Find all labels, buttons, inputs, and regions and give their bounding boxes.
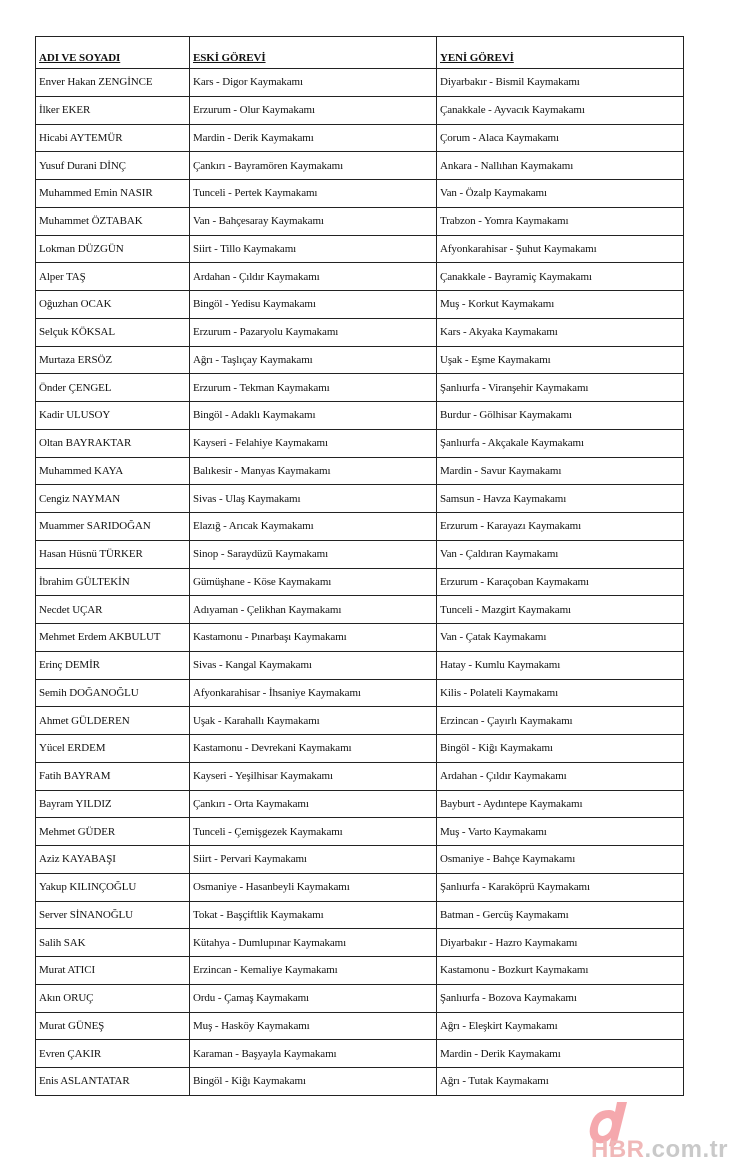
table-row	[36, 957, 684, 985]
watermark-brand: HBR	[591, 1136, 645, 1163]
cell-old-position: Ağrı - Taşlıçay Kaymakamı	[190, 346, 437, 374]
cell-old-position: Van - Bahçesaray Kaymakamı	[190, 207, 437, 235]
cell-new-position: Kilis - Polateli Kaymakamı	[437, 679, 684, 707]
table-row	[36, 679, 684, 707]
cell-new-position: Uşak - Eşme Kaymakamı	[437, 346, 684, 374]
table-row	[36, 346, 684, 374]
cell-name: Murtaza ERSÖZ	[36, 346, 190, 374]
cell-new-position: Muş - Varto Kaymakamı	[437, 818, 684, 846]
cell-name: Alper TAŞ	[36, 263, 190, 291]
cell-name: Enver Hakan ZENGİNCE	[36, 69, 190, 97]
table-row	[36, 596, 684, 624]
cell-name: Murat ATICI	[36, 957, 190, 985]
table-row	[36, 901, 684, 929]
cell-new-position: Erzincan - Çayırlı Kaymakamı	[437, 707, 684, 735]
cell-old-position: Elazığ - Arıcak Kaymakamı	[190, 513, 437, 541]
cell-new-position: Şanlıurfa - Karaköprü Kaymakamı	[437, 873, 684, 901]
watermark-tld: .com.tr	[644, 1136, 729, 1163]
header-name: ADI VE SOYADI	[36, 37, 190, 69]
cell-name: Salih SAK	[36, 929, 190, 957]
cell-name: Akın ORUÇ	[36, 984, 190, 1012]
cell-new-position: Tunceli - Mazgirt Kaymakamı	[437, 596, 684, 624]
table-row	[36, 984, 684, 1012]
cell-name: Önder ÇENGEL	[36, 374, 190, 402]
table-row	[36, 1012, 684, 1040]
cell-new-position: Erzurum - Karaçoban Kaymakamı	[437, 568, 684, 596]
cell-new-position: Van - Çatak Kaymakamı	[437, 624, 684, 652]
cell-new-position: Erzurum - Karayazı Kaymakamı	[437, 513, 684, 541]
cell-old-position: Sinop - Saraydüzü Kaymakamı	[190, 540, 437, 568]
cell-name: Bayram YILDIZ	[36, 790, 190, 818]
table-row	[36, 124, 684, 152]
cell-new-position: Van - Çaldıran Kaymakamı	[437, 540, 684, 568]
table-row	[36, 318, 684, 346]
cell-new-position: Afyonkarahisar - Şuhut Kaymakamı	[437, 235, 684, 263]
table-row	[36, 180, 684, 208]
table-row	[36, 1040, 684, 1068]
cell-old-position: Gümüşhane - Köse Kaymakamı	[190, 568, 437, 596]
cell-new-position: Diyarbakır - Bismil Kaymakamı	[437, 69, 684, 97]
cell-old-position: Erzurum - Pazaryolu Kaymakamı	[190, 318, 437, 346]
cell-old-position: Karaman - Başyayla Kaymakamı	[190, 1040, 437, 1068]
cell-old-position: Çankırı - Orta Kaymakamı	[190, 790, 437, 818]
cell-new-position: Şanlıurfa - Viranşehir Kaymakamı	[437, 374, 684, 402]
cell-name: Hasan Hüsnü TÜRKER	[36, 540, 190, 568]
cell-old-position: Sivas - Ulaş Kaymakamı	[190, 485, 437, 513]
cell-old-position: Uşak - Karahallı Kaymakamı	[190, 707, 437, 735]
table-row	[36, 374, 684, 402]
cell-new-position: Kastamonu - Bozkurt Kaymakamı	[437, 957, 684, 985]
cell-name: Murat GÜNEŞ	[36, 1012, 190, 1040]
cell-new-position: Ağrı - Eleşkirt Kaymakamı	[437, 1012, 684, 1040]
cell-new-position: Ankara - Nallıhan Kaymakamı	[437, 152, 684, 180]
cell-new-position: Van - Özalp Kaymakamı	[437, 180, 684, 208]
cell-old-position: Erzincan - Kemaliye Kaymakamı	[190, 957, 437, 985]
table-row	[36, 207, 684, 235]
cell-new-position: Şanlıurfa - Bozova Kaymakamı	[437, 984, 684, 1012]
cell-name: Erinç DEMİR	[36, 651, 190, 679]
cell-name: Ahmet GÜLDEREN	[36, 707, 190, 735]
cell-old-position: Kars - Digor Kaymakamı	[190, 69, 437, 97]
cell-old-position: Bingöl - Yedisu Kaymakamı	[190, 291, 437, 319]
table-row	[36, 929, 684, 957]
table-row	[36, 69, 684, 97]
cell-name: Muammer SARIDOĞAN	[36, 513, 190, 541]
cell-new-position: Kars - Akyaka Kaymakamı	[437, 318, 684, 346]
cell-old-position: Kayseri - Felahiye Kaymakamı	[190, 429, 437, 457]
cell-name: Muhammet ÖZTABAK	[36, 207, 190, 235]
table-row	[36, 873, 684, 901]
cell-name: Evren ÇAKIR	[36, 1040, 190, 1068]
table-row	[36, 707, 684, 735]
cell-old-position: Siirt - Pervari Kaymakamı	[190, 846, 437, 874]
cell-name: Lokman DÜZGÜN	[36, 235, 190, 263]
table-row	[36, 402, 684, 430]
cell-new-position: Mardin - Derik Kaymakamı	[437, 1040, 684, 1068]
cell-old-position: Afyonkarahisar - İhsaniye Kaymakamı	[190, 679, 437, 707]
cell-old-position: Bingöl - Kiğı Kaymakamı	[190, 1068, 437, 1096]
cell-new-position: Çanakkale - Ayvacık Kaymakamı	[437, 96, 684, 124]
table-row	[36, 291, 684, 319]
cell-name: Cengiz NAYMAN	[36, 485, 190, 513]
cell-old-position: Sivas - Kangal Kaymakamı	[190, 651, 437, 679]
cell-old-position: Adıyaman - Çelikhan Kaymakamı	[190, 596, 437, 624]
cell-old-position: Muş - Hasköy Kaymakamı	[190, 1012, 437, 1040]
table-header-row	[36, 37, 684, 69]
watermark-domain	[591, 1136, 728, 1164]
cell-name: İlker EKER	[36, 96, 190, 124]
table-row	[36, 846, 684, 874]
cell-new-position: Osmaniye - Bahçe Kaymakamı	[437, 846, 684, 874]
table-row	[36, 568, 684, 596]
table-row	[36, 818, 684, 846]
cell-old-position: Bingöl - Adaklı Kaymakamı	[190, 402, 437, 430]
cell-new-position: Mardin - Savur Kaymakamı	[437, 457, 684, 485]
table-row	[36, 651, 684, 679]
cell-old-position: Çankırı - Bayramören Kaymakamı	[190, 152, 437, 180]
cell-new-position: Çorum - Alaca Kaymakamı	[437, 124, 684, 152]
cell-new-position: Batman - Gercüş Kaymakamı	[437, 901, 684, 929]
cell-name: Mehmet Erdem AKBULUT	[36, 624, 190, 652]
cell-name: Necdet UÇAR	[36, 596, 190, 624]
cell-name: Aziz KAYABAŞI	[36, 846, 190, 874]
table-row	[36, 540, 684, 568]
cell-old-position: Erzurum - Olur Kaymakamı	[190, 96, 437, 124]
cell-new-position: Hatay - Kumlu Kaymakamı	[437, 651, 684, 679]
cell-new-position: Ardahan - Çıldır Kaymakamı	[437, 762, 684, 790]
table-row	[36, 735, 684, 763]
header-new-position: YENİ GÖREVİ	[437, 37, 684, 69]
cell-old-position: Ordu - Çamaş Kaymakamı	[190, 984, 437, 1012]
table-row	[36, 1068, 684, 1096]
table-row	[36, 152, 684, 180]
table-row	[36, 624, 684, 652]
cell-new-position: Çanakkale - Bayramiç Kaymakamı	[437, 263, 684, 291]
table-row	[36, 513, 684, 541]
cell-new-position: Ağrı - Tutak Kaymakamı	[437, 1068, 684, 1096]
cell-old-position: Kastamonu - Pınarbaşı Kaymakamı	[190, 624, 437, 652]
cell-new-position: Diyarbakır - Hazro Kaymakamı	[437, 929, 684, 957]
cell-new-position: Bingöl - Kiğı Kaymakamı	[437, 735, 684, 763]
cell-new-position: Bayburt - Aydıntepe Kaymakamı	[437, 790, 684, 818]
cell-name: Semih DOĞANOĞLU	[36, 679, 190, 707]
cell-old-position: Osmaniye - Hasanbeyli Kaymakamı	[190, 873, 437, 901]
cell-old-position: Siirt - Tillo Kaymakamı	[190, 235, 437, 263]
cell-new-position: Burdur - Gölhisar Kaymakamı	[437, 402, 684, 430]
cell-old-position: Tunceli - Çemişgezek Kaymakamı	[190, 818, 437, 846]
cell-old-position: Balıkesir - Manyas Kaymakamı	[190, 457, 437, 485]
cell-name: Muhammed KAYA	[36, 457, 190, 485]
hbr-watermark	[583, 1098, 729, 1168]
cell-name: Server SİNANOĞLU	[36, 901, 190, 929]
table-row	[36, 235, 684, 263]
cell-name: İbrahim GÜLTEKİN	[36, 568, 190, 596]
appointments-table	[35, 36, 684, 1096]
cell-name: Yusuf Durani DİNÇ	[36, 152, 190, 180]
cell-new-position: Şanlıurfa - Akçakale Kaymakamı	[437, 429, 684, 457]
table-row	[36, 485, 684, 513]
cell-name: Kadir ULUSOY	[36, 402, 190, 430]
cell-old-position: Tunceli - Pertek Kaymakamı	[190, 180, 437, 208]
cell-new-position: Muş - Korkut Kaymakamı	[437, 291, 684, 319]
cell-old-position: Ardahan - Çıldır Kaymakamı	[190, 263, 437, 291]
table-body	[36, 69, 684, 1096]
cell-old-position: Kastamonu - Devrekani Kaymakamı	[190, 735, 437, 763]
cell-name: Hicabi AYTEMÜR	[36, 124, 190, 152]
cell-new-position: Samsun - Havza Kaymakamı	[437, 485, 684, 513]
table-row	[36, 457, 684, 485]
cell-name: Oğuzhan OCAK	[36, 291, 190, 319]
cell-old-position: Tokat - Başçiftlik Kaymakamı	[190, 901, 437, 929]
header-old-position: ESKİ GÖREVİ	[190, 37, 437, 69]
cell-old-position: Erzurum - Tekman Kaymakamı	[190, 374, 437, 402]
cell-name: Yücel ERDEM	[36, 735, 190, 763]
table-row	[36, 429, 684, 457]
cell-name: Selçuk KÖKSAL	[36, 318, 190, 346]
table-row	[36, 263, 684, 291]
cell-name: Fatih BAYRAM	[36, 762, 190, 790]
cell-old-position: Kayseri - Yeşilhisar Kaymakamı	[190, 762, 437, 790]
cell-old-position: Mardin - Derik Kaymakamı	[190, 124, 437, 152]
table-row	[36, 762, 684, 790]
cell-name: Mehmet GÜDER	[36, 818, 190, 846]
table-row	[36, 96, 684, 124]
cell-name: Oltan BAYRAKTAR	[36, 429, 190, 457]
cell-old-position: Kütahya - Dumlupınar Kaymakamı	[190, 929, 437, 957]
cell-new-position: Trabzon - Yomra Kaymakamı	[437, 207, 684, 235]
cell-name: Enis ASLANTATAR	[36, 1068, 190, 1096]
table-row	[36, 790, 684, 818]
cell-name: Muhammed Emin NASIR	[36, 180, 190, 208]
cell-name: Yakup KILINÇOĞLU	[36, 873, 190, 901]
